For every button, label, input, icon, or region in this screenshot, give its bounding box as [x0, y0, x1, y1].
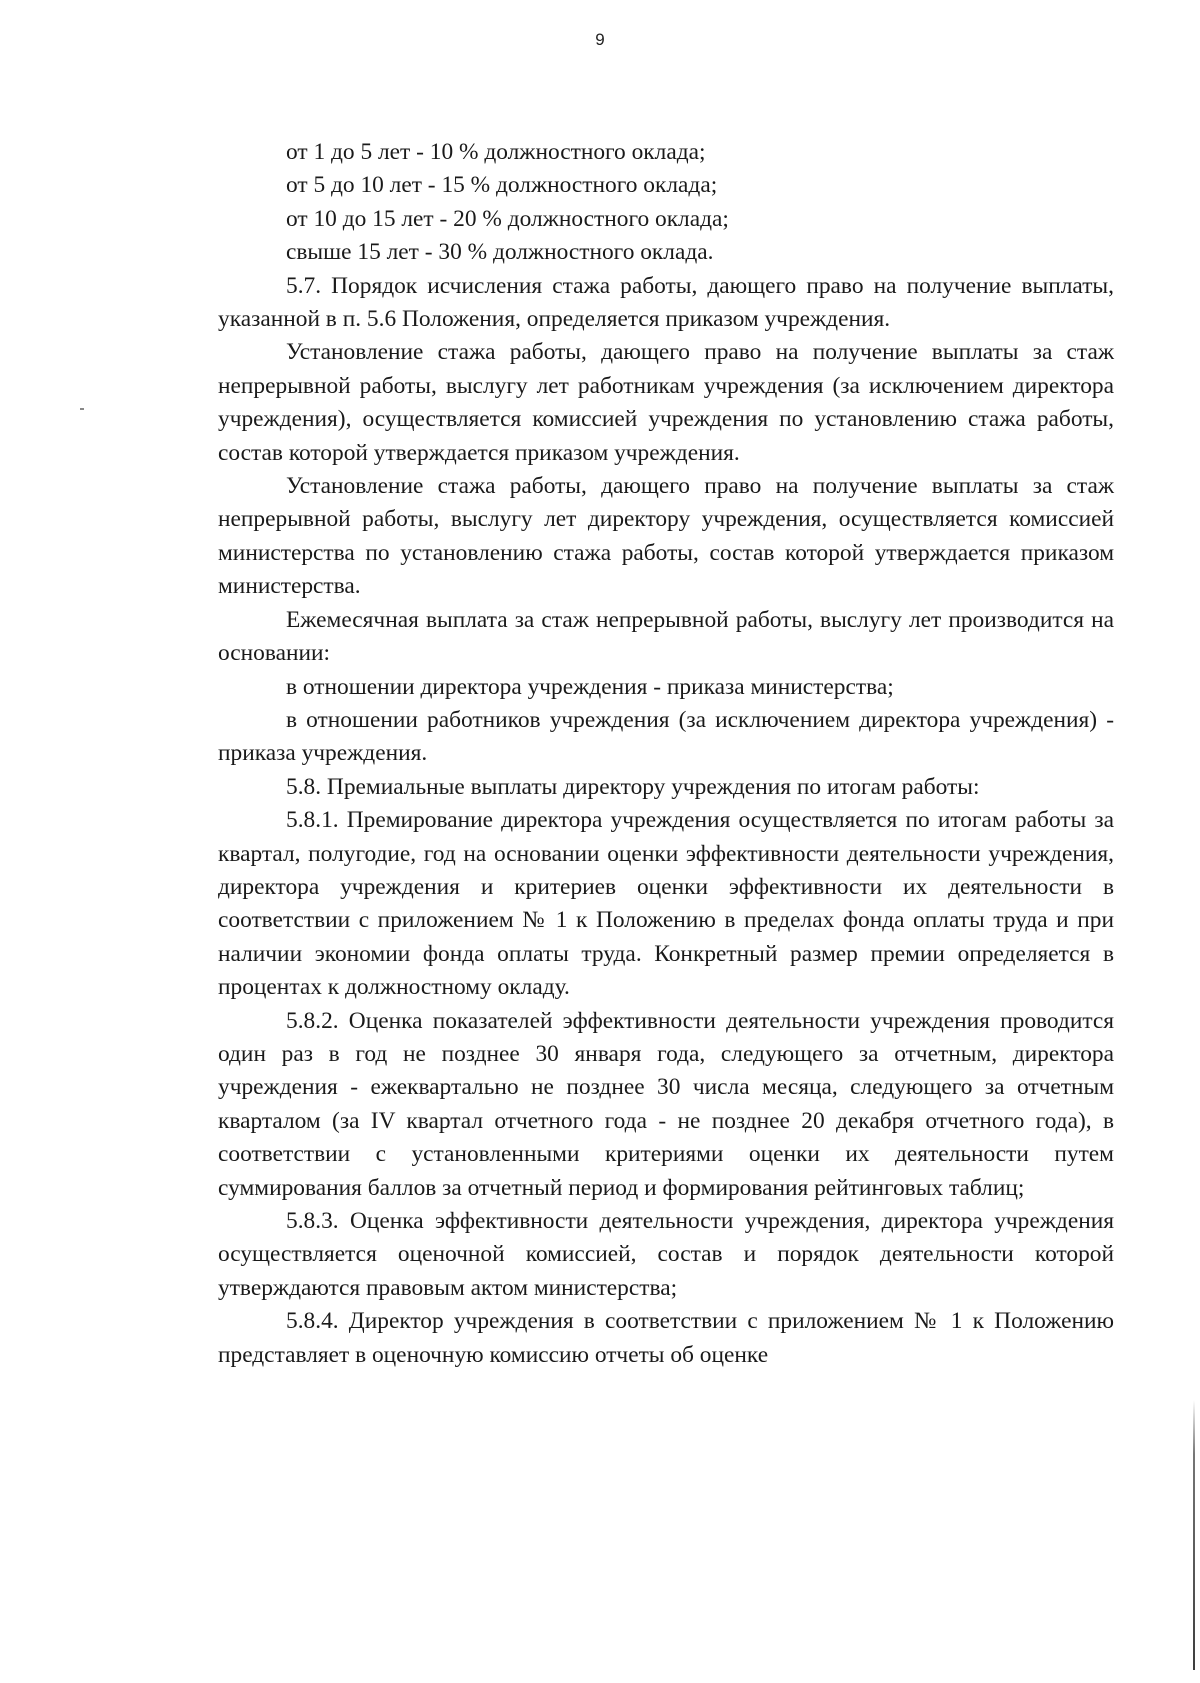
paragraph-5-8: 5.8. Премиальные выплаты директору учреждения по итогам работы: [286, 773, 980, 800]
paragraph-staff-commission: Установление стажа работы, дающего право на получение выплаты за стаж непрерывной работы, выслугу лет работникам учреждения (за исключением директора учреждения), осуществляется комиссией учреждения по установлению стажа работы, состав которой утверждается приказом учреждения. [218, 339, 1114, 466]
scan-speck [80, 408, 84, 410]
document-body [218, 136, 1114, 1372]
paragraph-5-7: 5.7. Порядок исчисления стажа работы, дающего право на получение выплаты, указанной в п. 5.6 Положения, определяется приказом учреждения. [218, 272, 1114, 333]
list-item-seniority-1-5: от 1 до 5 лет - 10 % должностного оклада; [286, 139, 706, 165]
paragraph-5-8-2: 5.8.2. Оценка показателей эффективности деятельности учреждения проводится один раз в год не позднее 30 января года, следующего за отчетным, директора учреждения - ежеквартально не позднее 30 числа месяца, следующего за отчетным кварталом (за IV квартал отчетного года - не позднее 20 декабря отчетного года), в соответствии с установленными критериями оценки их деятельности путем суммирования баллов за отчетный период и формирования рейтинговых таблиц; [218, 1007, 1114, 1201]
page-number: 9 [595, 30, 605, 49]
list-item-seniority-10-15: от 10 до 15 лет - 20 % должностного оклада; [286, 205, 729, 232]
scan-edge-shadow [1193, 1400, 1195, 1670]
paragraph-5-8-4: 5.8.4. Директор учреждения в соответствии с приложением № 1 к Положению представляет в оценочную комиссию отчеты об оценке [218, 1308, 1114, 1368]
paragraph-5-8-1: 5.8.1. Премирование директора учреждения осуществляется по итогам работы за квартал, полугодие, год на основании оценки эффективности деятельности учреждения, директора учреждения и критериев оценки эффективности их деятельности в соответствии с приложением № 1 к Положению в пределах фонда оплаты труда и при наличии экономии фонда оплаты труда. Конкретный размер премии определяется в процентах к должностному окладу. [218, 807, 1114, 1001]
list-item-seniority-5-10: от 5 до 10 лет - 15 % должностного оклада; [286, 172, 718, 199]
list-item-seniority-over-15: свыше 15 лет - 30 % должностного оклада. [286, 239, 714, 266]
paragraph-director-commission: Установление стажа работы, дающего право на получение выплаты за стаж непрерывной работы, выслугу лет директору учреждения, осуществляется комиссией министерства по установлению стажа работы, состав которой утверждается приказом министерства. [218, 473, 1114, 600]
paragraph-director-order: в отношении директора учреждения - приказа министерства; [286, 673, 894, 700]
paragraph-monthly-payment: Ежемесячная выплата за стаж непрерывной работы, выслугу лет производится на основании: [218, 606, 1114, 667]
paragraph-staff-order: в отношении работников учреждения (за исключением директора учреждения) - приказа учреждения. [218, 706, 1114, 767]
paragraph-5-8-3: 5.8.3. Оценка эффективности деятельности учреждения, директора учреждения осуществляется оценочной комиссией, состав и порядок деятельности которой утверждаются правовым актом министерства; [218, 1208, 1114, 1301]
